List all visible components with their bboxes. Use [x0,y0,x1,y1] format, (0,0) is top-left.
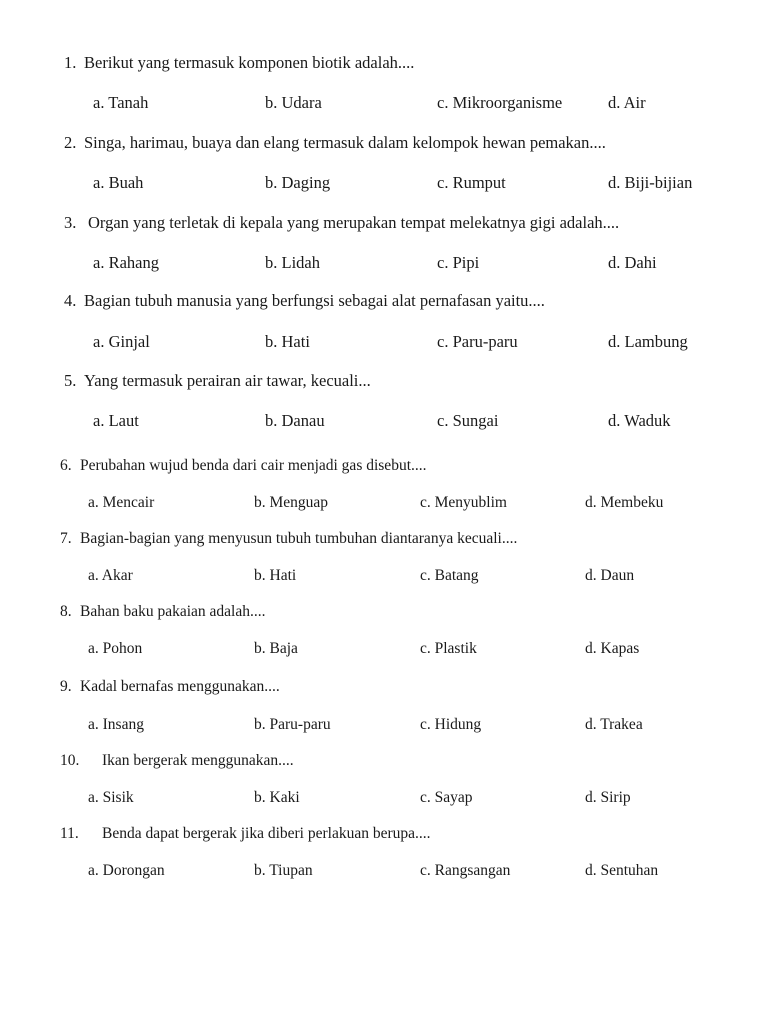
option-d: d. Membeku [585,494,664,511]
option-a: a. Buah [93,173,144,192]
option-b: b. Daging [265,173,331,192]
question-number: 2. [64,133,77,152]
question-text: Yang termasuk perairan air tawar, kecuali... [84,371,371,390]
option-c: c. Pipi [437,253,480,272]
option-d: d. Sirip [585,789,631,806]
option-c: c. Sungai [437,411,499,430]
option-b: b. Hati [254,567,297,584]
option-b: b. Paru-paru [254,716,331,733]
option-b: b. Menguap [254,494,329,511]
option-a: a. Pohon [88,640,143,657]
question-number: 6. [60,457,72,474]
option-a: a. Akar [88,567,133,584]
question-text: Organ yang terletak di kepala yang merupakan tempat melekatnya gigi adalah.... [88,213,620,232]
option-d: d. Biji-bijian [608,173,693,192]
option-d: d. Sentuhan [585,862,659,879]
option-b: b. Hati [265,332,310,351]
option-d: d. Daun [585,567,635,584]
option-c: c. Hidung [420,716,482,733]
question-text: Berikut yang termasuk komponen biotik adalah.... [84,53,415,72]
question-number: 7. [60,530,72,547]
option-c: c. Rumput [437,173,506,192]
option-a: a. Sisik [88,789,134,806]
question-text: Perubahan wujud benda dari cair menjadi gas disebut.... [80,457,427,474]
question-number: 4. [64,291,77,310]
option-d: d. Lambung [608,332,688,351]
question-text: Ikan bergerak menggunakan.... [102,752,294,769]
option-a: a. Insang [88,716,144,733]
option-b: b. Udara [265,93,322,112]
option-a: a. Rahang [93,253,159,272]
option-c: c. Mikroorganisme [437,93,563,112]
option-c: c. Menyublim [420,494,507,511]
question-number: 8. [60,603,72,620]
question-number: 1. [64,53,77,72]
option-c: c. Paru-paru [437,332,518,351]
option-d: d. Waduk [608,411,671,430]
question-text: Bahan baku pakaian adalah.... [80,603,266,620]
option-d: d. Dahi [608,253,657,272]
option-a: a. Laut [93,411,139,430]
question-number: 3. [64,213,77,232]
question-text: Benda dapat bergerak jika diberi perlakuan berupa.... [102,825,431,842]
option-c: c. Rangsangan [420,862,511,879]
option-d: d. Trakea [585,716,643,733]
option-d: d. Air [608,93,646,112]
option-d: d. Kapas [585,640,640,657]
option-b: b. Kaki [254,789,300,806]
question-number: 5. [64,371,77,390]
question-text: Singa, harimau, buaya dan elang termasuk dalam kelompok hewan pemakan.... [84,133,606,152]
option-c: c. Sayap [420,789,473,806]
question-number: 9. [60,678,72,695]
option-b: b. Danau [265,411,325,430]
question-number: 10. [60,752,80,769]
option-a: a. Mencair [88,494,155,511]
option-b: b. Baja [254,640,298,657]
question-text: Bagian tubuh manusia yang berfungsi sebagai alat pernafasan yaitu.... [84,291,545,310]
option-a: a. Dorongan [88,862,165,879]
option-a: a. Tanah [93,93,149,112]
option-c: c. Plastik [420,640,477,657]
question-text: Bagian-bagian yang menyusun tubuh tumbuhan diantaranya kecuali.... [80,530,518,547]
option-b: b. Tiupan [254,862,313,879]
option-a: a. Ginjal [93,332,150,351]
option-c: c. Batang [420,567,479,584]
question-text: Kadal bernafas menggunakan.... [80,678,280,695]
option-b: b. Lidah [265,253,320,272]
question-number: 11. [60,825,79,842]
